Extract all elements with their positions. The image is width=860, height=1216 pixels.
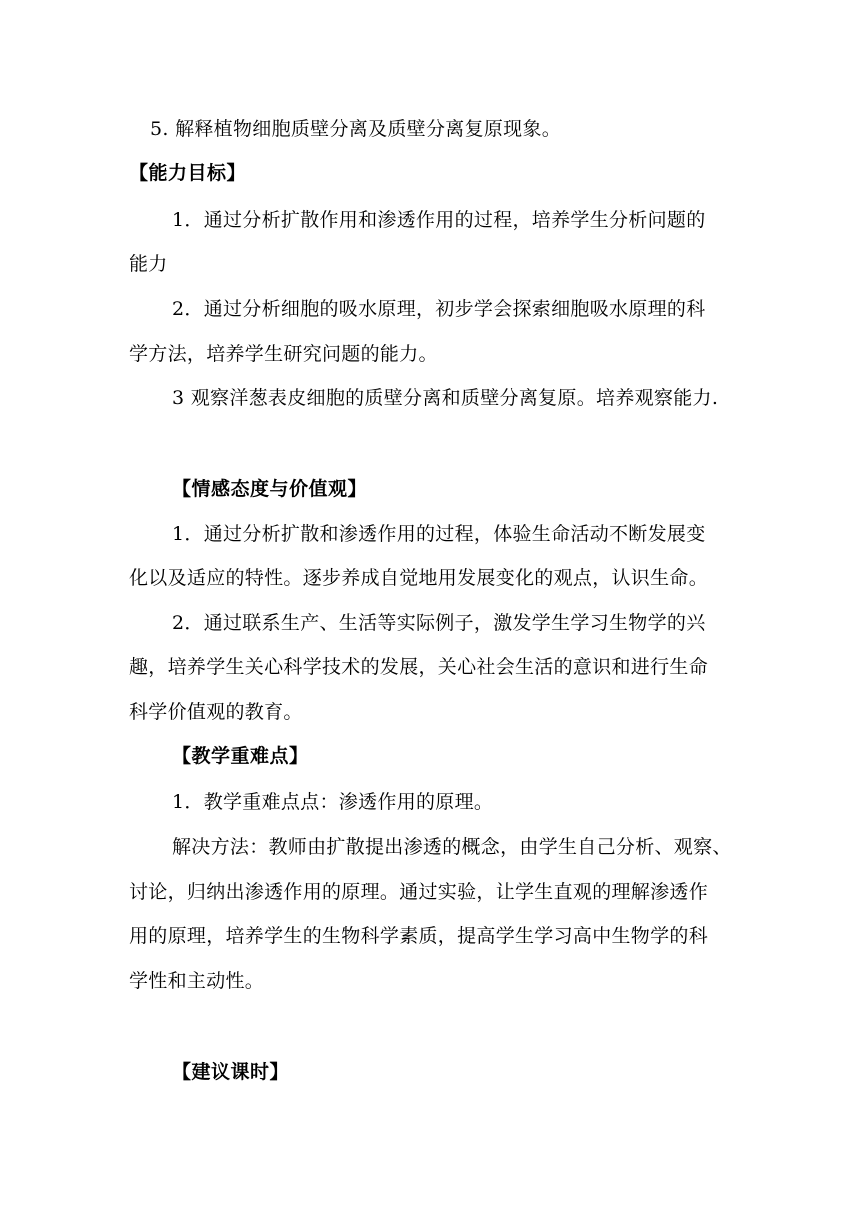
suggested-hours-heading: 【建议课时】	[172, 1061, 290, 1083]
objective-item-5: 5. 解释植物细胞质壁分离及质壁分离复原现象。	[150, 118, 562, 140]
emotion-item-2-line-2: 趣，培养学生关心科学技术的发展，关心社会生活的意识和进行生命	[129, 656, 709, 678]
solution-line-4: 学性和主动性。	[129, 970, 265, 992]
ability-item-1-line-2: 能力	[129, 253, 168, 275]
teaching-key-points-heading: 【教学重难点】	[172, 745, 309, 767]
emotion-values-heading: 【情感态度与价值观】	[172, 478, 368, 500]
ability-objectives-heading: 【能力目标】	[129, 162, 247, 184]
solution-line-1: 解决方法：教师由扩散提出渗透的概念，由学生自己分析、观察、	[172, 836, 732, 858]
emotion-item-1-line-1: 1．通过分析扩散和渗透作用的过程，体验生命活动不断发展变	[172, 523, 706, 545]
ability-item-1-line-1: 1．通过分析扩散作用和渗透作用的过程，培养学生分析问题的	[172, 209, 706, 231]
ability-item-2-line-2: 学方法，培养学生研究问题的能力。	[129, 343, 438, 365]
solution-line-2: 讨论，归纳出渗透作用的原理。通过实验，让学生直观的理解渗透作	[129, 881, 709, 903]
solution-line-3: 用的原理，培养学生的生物科学素质，提高学生学习高中生物学的科	[129, 925, 709, 947]
emotion-item-1-line-2: 化以及适应的特性。逐步养成自觉地用发展变化的观点，认识生命。	[129, 567, 709, 589]
emotion-item-2-line-3: 科学价值观的教育。	[129, 701, 303, 723]
key-point-item-1: 1．教学重难点点：渗透作用的原理。	[172, 791, 494, 813]
ability-item-2-line-1: 2．通过分析细胞的吸水原理，初步学会探索细胞吸水原理的科	[172, 298, 706, 320]
emotion-item-2-line-1: 2．通过联系生产、生活等实际例子，激发学生学习生物学的兴	[172, 612, 706, 634]
ability-item-3: 3 观察洋葱表皮细胞的质壁分离和质壁分离复原。培养观察能力.	[172, 387, 719, 409]
